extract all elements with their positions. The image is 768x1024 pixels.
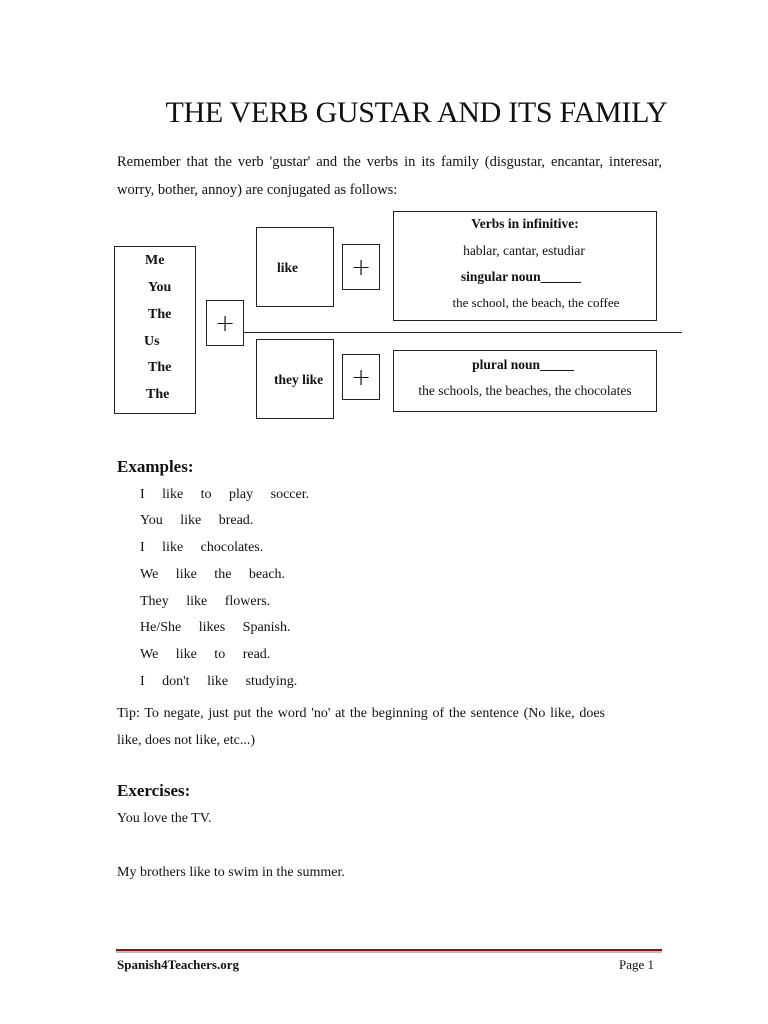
plus-sign: + [342, 354, 380, 400]
example-sentence: I like to play soccer. [140, 487, 310, 502]
plural-noun-label: plural noun_____ [472, 357, 574, 372]
plural-noun-examples: the schools, the beaches, the chocolates [418, 383, 632, 398]
footer-rule [116, 949, 662, 953]
singular-noun-label: singular noun______ [460, 269, 582, 284]
example-sentence: We like the beach. [140, 567, 286, 582]
footer-page-number: Page 1 [619, 957, 655, 972]
example-sentence: We like to read. [140, 647, 271, 662]
example-sentence: They like flowers. [140, 594, 271, 609]
like-label: like [277, 260, 299, 275]
singular-noun-examples: the school, the beach, the coffee [452, 295, 620, 310]
page-title: THE VERB GUSTAR AND ITS FAMILY [165, 96, 668, 129]
pronoun-box [114, 246, 196, 414]
like-box [256, 227, 334, 307]
they-like-box [256, 339, 334, 419]
pronoun-item: Us [144, 334, 160, 349]
pronoun-item: The [148, 360, 172, 375]
pronoun-item: The [148, 307, 172, 322]
pronoun-item: You [148, 280, 172, 295]
example-sentence: He/She likes Spanish. [140, 620, 291, 635]
plus-sign: + [342, 244, 380, 290]
infinitive-verbs: hablar, cantar, estudiar [463, 243, 585, 258]
pronoun-item: The [146, 387, 170, 402]
plural-box [393, 350, 657, 412]
intro-paragraph: Remember that the verb 'gustar' and the verbs in its family (disgustar, encantar, interesar, worry, bother, annoy) are conjugated as follows: [117, 154, 662, 198]
example-sentence: You like bread. [140, 513, 254, 528]
tip-paragraph: Tip: To negate, just put the word 'no' at the beginning of the sentence (No like, does like, does not like, etc...) [117, 706, 605, 748]
pronoun-item: Me [145, 253, 165, 268]
infinitive-heading: Verbs in infinitive: [471, 216, 579, 231]
example-sentence: I like chocolates. [140, 540, 264, 555]
exercise-item: My brothers like to swim in the summer. [117, 865, 345, 880]
plus-sign: + [206, 300, 244, 346]
they-like-label: they like [274, 372, 324, 387]
exercise-item: You love the TV. [117, 811, 212, 826]
divider-line [244, 332, 682, 333]
singular-box [393, 211, 657, 321]
exercises-heading: Exercises: [117, 781, 191, 800]
footer-site: Spanish4Teachers.org [117, 957, 239, 972]
examples-heading: Examples: [117, 457, 194, 476]
example-sentence: I don't like studying. [140, 674, 298, 689]
